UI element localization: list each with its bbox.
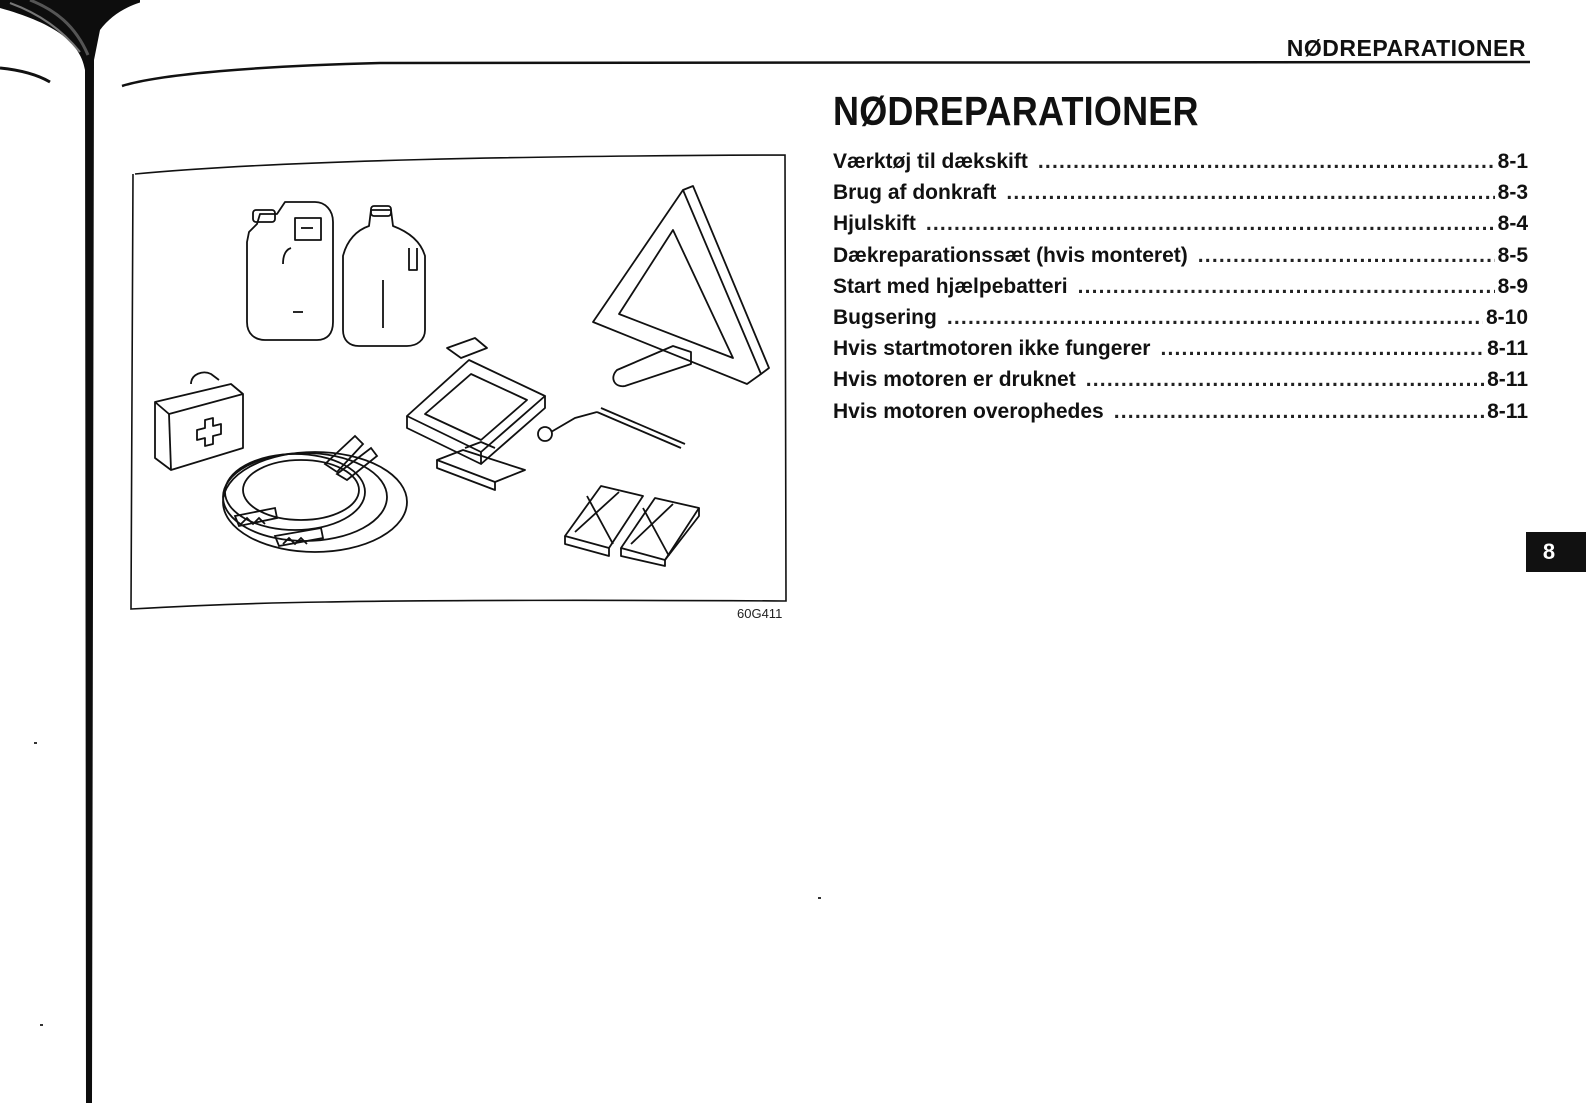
- warning-triangle-icon: [593, 186, 769, 386]
- toc-label: Dækreparationssæt (hvis monteret): [833, 243, 1188, 267]
- scan-speck: [818, 897, 821, 899]
- binding-edge: [0, 0, 140, 1103]
- coolant-jug-icon: [343, 206, 425, 346]
- toc-label: Værktøj til dækskift: [833, 150, 1028, 173]
- toc-leader-dots: [1006, 181, 1494, 205]
- oil-canister-icon: [247, 202, 333, 340]
- toc-label: Brug af donkraft: [833, 181, 997, 205]
- figure-code: 60G411: [737, 606, 783, 621]
- toc-label: Hvis startmotoren ikke fungerer: [833, 337, 1151, 361]
- jack-handle-icon: [538, 408, 685, 448]
- scissor-jack-icon: [407, 338, 545, 490]
- section-title: NØDREPARATIONER: [833, 88, 1199, 134]
- toc-item[interactable]: [833, 400, 1528, 431]
- toc-leader-dots: [947, 306, 1483, 330]
- toc-label: Hjulskift: [833, 212, 916, 236]
- toc-item[interactable]: [833, 244, 1528, 275]
- toc-item[interactable]: [833, 150, 1528, 181]
- toc-label: Hvis motoren er druknet: [833, 368, 1076, 392]
- toc-page-number: 8-11: [1487, 368, 1528, 392]
- table-of-contents: [833, 150, 1528, 431]
- toc-page-number: 8-10: [1485, 305, 1528, 329]
- jumper-cables-icon: [223, 436, 407, 552]
- toc-item[interactable]: [833, 337, 1528, 368]
- toc-leader-dots: [1198, 244, 1495, 268]
- toc-label: Bugsering: [833, 305, 937, 329]
- toc-page-number: 8-9: [1497, 274, 1528, 298]
- running-header-title: NØDREPARATIONER: [1286, 35, 1526, 61]
- scan-speck: [40, 1024, 43, 1026]
- toc-page-number: 8-4: [1497, 212, 1528, 236]
- wheel-chocks-icon: [565, 486, 699, 566]
- scan-speck: [34, 742, 37, 744]
- toc-item[interactable]: [833, 306, 1528, 337]
- toc-label: Hvis motoren overophedes: [833, 399, 1104, 423]
- toc-item[interactable]: [833, 212, 1528, 243]
- toc-leader-dots: [1086, 368, 1484, 392]
- toc-page-number: 8-11: [1487, 399, 1528, 423]
- toc-leader-dots: [1160, 337, 1484, 361]
- toc-item[interactable]: [833, 275, 1528, 306]
- toc-leader-dots: [926, 212, 1495, 236]
- toc-leader-dots: [1038, 150, 1495, 174]
- toc-item[interactable]: [833, 181, 1528, 212]
- toc-leader-dots: [1078, 275, 1495, 299]
- toc-page-number: 8-5: [1497, 243, 1528, 267]
- toc-label: Start med hjælpebatteri: [833, 274, 1068, 298]
- toc-page-number: 8-1: [1497, 150, 1528, 173]
- chapter-tab: 8: [1526, 532, 1586, 572]
- tool-kit-figure: [125, 152, 797, 614]
- toc-item[interactable]: [833, 368, 1528, 399]
- toc-leader-dots: [1114, 400, 1484, 424]
- toc-page-number: 8-11: [1487, 337, 1528, 361]
- first-aid-kit-icon: [155, 372, 243, 470]
- header-rule: [120, 60, 1530, 96]
- toc-page-number: 8-3: [1497, 181, 1528, 205]
